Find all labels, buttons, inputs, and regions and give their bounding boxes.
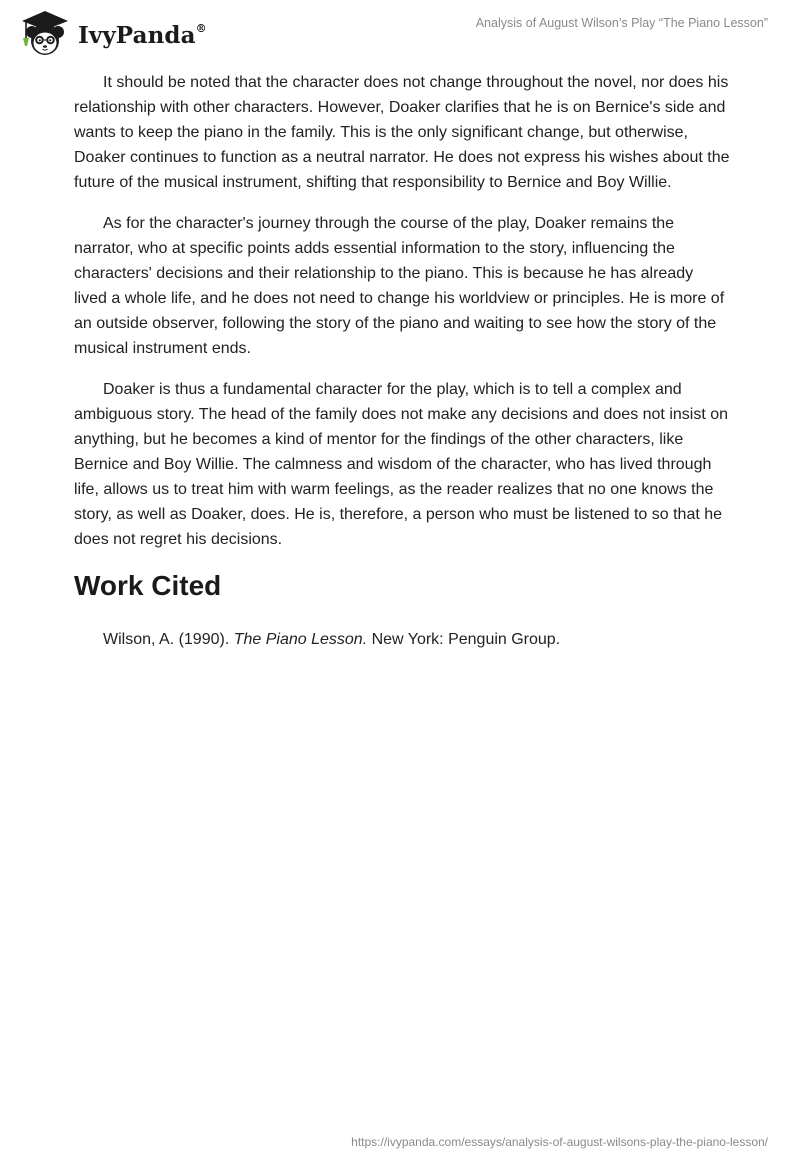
document-title: Analysis of August Wilson’s Play “The Piano Lesson” xyxy=(475,16,768,30)
citation-title: The Piano Lesson. xyxy=(233,631,368,648)
brand-name: IvyPanda® xyxy=(78,21,207,49)
panda-graduate-icon xyxy=(14,8,76,58)
body-paragraph: As for the character's journey through the course of the play, Doaker remains the narrator, who at specific points adds essential information to the story, influencing the characters' decisions and their relationship to the piano. This is because he has already lived a whole life, and he does not need to change his worldview or principles. He is more of an outside observer, following the story of the piano and waiting to see how the story of the musical instrument ends. xyxy=(74,215,725,357)
works-cited-heading: Work Cited xyxy=(74,570,222,601)
essay-content xyxy=(74,70,730,652)
body-paragraph: Doaker is thus a fundamental character for the play, which is to tell a complex and ambiguous story. The head of the family does not make any decisions and does not insist on anything, but he becomes a kind of mentor for the findings of the other characters, like Bernice and Boy Willie. The calmness and wisdom of the character, who has lived through life, allows us to treat him with warm feelings, as the reader realizes that no one knows the story, as well as Doaker, does. He is, therefore, a person who must be listened to so that he does not regret his decisions. xyxy=(74,381,729,548)
body-paragraph: It should be noted that the character does not change throughout the novel, nor does his relationship with other characters. However, Doaker clarifies that he is on Bernice's side and wants to keep the piano in the family. This is the only significant change, but otherwise, Doaker continues to function as a neutral narrator. He does not express his wishes about the future of the musical instrument, shifting that responsibility to Bernice and Boy Willie. xyxy=(74,74,730,191)
citation-author-year: Wilson, A. (1990). xyxy=(103,631,234,648)
source-url[interactable]: https://ivypanda.com/essays/analysis-of-august-wilsons-play-the-piano-lesson/ xyxy=(351,1135,768,1149)
citation-publisher: New York: Penguin Group. xyxy=(367,631,561,648)
page-header xyxy=(0,0,800,64)
ivypanda-logo[interactable] xyxy=(14,8,207,58)
citation-entry xyxy=(74,627,730,652)
